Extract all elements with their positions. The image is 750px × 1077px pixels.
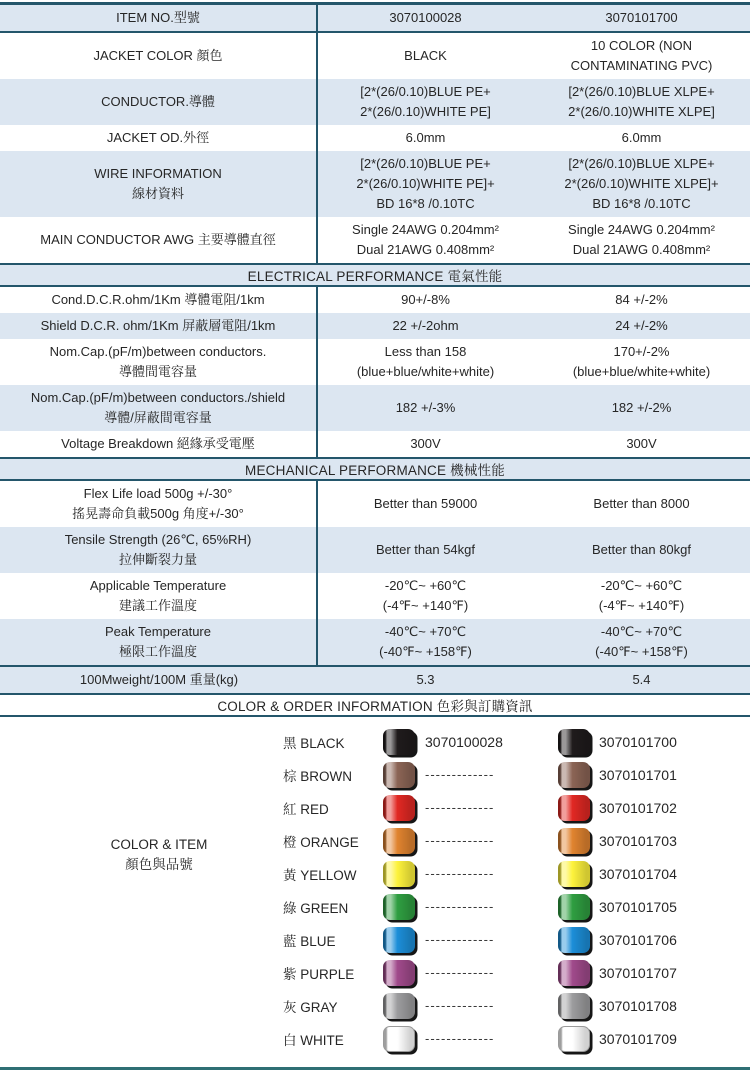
spec-value-line: 170+/-2% <box>613 344 670 359</box>
item-code: 3070101709 <box>599 1030 677 1047</box>
spec-value-cell-item2 <box>533 5 750 31</box>
spec-value-line: 182 +/-3% <box>395 400 456 415</box>
spec-label-line: Nom.Cap.(pF/m)between conductors. <box>49 344 267 359</box>
spec-label-cell <box>0 573 318 619</box>
spec-row <box>0 5 750 33</box>
spec-value-line: Better than 54kgf <box>375 542 475 557</box>
spec-value-cell-item2 <box>533 217 750 263</box>
spec-value-line: 3070100028 <box>389 10 462 25</box>
spec-label-cell <box>0 667 318 693</box>
spec-value-line: Less than 158 <box>384 344 467 359</box>
spec-value-line: [2*(26/0.10)BLUE XLPE+ <box>568 156 715 171</box>
color-swatch <box>383 1026 415 1052</box>
spec-value-cell-item2 <box>533 431 750 457</box>
spec-value-line: 6.0mm <box>621 130 662 145</box>
spec-value-cell-item1 <box>318 151 533 217</box>
bottom-border-rule <box>0 1067 750 1070</box>
item-code-placeholder: ------------- <box>425 866 495 881</box>
spec-label-line: ITEM NO.型號 <box>116 10 200 25</box>
spec-value-cell-item2 <box>533 125 750 151</box>
spec-value-line: 24 +/-2% <box>615 318 668 333</box>
spec-label-line: JACKET OD.外徑 <box>106 130 210 145</box>
spec-label-cell <box>0 385 318 431</box>
item-code: 3070101702 <box>599 799 677 816</box>
item-code-placeholder: ------------- <box>425 899 495 914</box>
spec-value-line: [2*(26/0.10)BLUE PE+ <box>360 156 491 171</box>
spec-label-line: JACKET COLOR 顏色 <box>93 48 223 63</box>
color-swatch <box>383 993 415 1019</box>
spec-value-line: 300V <box>626 436 657 451</box>
spec-row <box>0 573 750 619</box>
spec-value-line: BD 16*8 /0.10TC <box>376 196 475 211</box>
color-row <box>0 923 750 956</box>
spec-value-cell-item1 <box>318 667 533 693</box>
spec-label-cell <box>0 79 318 125</box>
item-code: 3070101707 <box>599 964 677 981</box>
color-name-label: 灰 GRAY <box>283 999 338 1015</box>
section-band <box>0 263 750 287</box>
color-swatch <box>558 1026 590 1052</box>
item-code-placeholder: ------------- <box>425 998 495 1013</box>
spec-label-line: MAIN CONDUCTOR AWG 主要導體直徑 <box>40 232 276 247</box>
color-swatch <box>383 762 415 788</box>
color-swatch <box>558 828 590 854</box>
spec-label-line: 100Mweight/100M 重量(kg) <box>79 672 239 687</box>
item-code-placeholder: ------------- <box>425 932 495 947</box>
item-code-placeholder: ------------- <box>425 767 495 782</box>
spec-value-cell-item2 <box>533 339 750 385</box>
color-swatch <box>558 729 590 755</box>
spec-value-line: 90+/-8% <box>401 292 450 307</box>
spec-label-line: 拉伸斷裂力量 <box>118 552 197 567</box>
spec-row <box>0 619 750 665</box>
spec-value-line: (-40℉~ +158℉) <box>595 644 688 659</box>
spec-row <box>0 217 750 263</box>
spec-value-line: 6.0mm <box>405 130 446 145</box>
spec-value-line: BD 16*8 /0.10TC <box>592 196 691 211</box>
color-swatch <box>383 861 415 887</box>
color-name-label: 黃 YELLOW <box>283 867 357 883</box>
color-swatch <box>383 927 415 953</box>
color-item-label <box>0 835 318 875</box>
spec-label-line: Cond.D.C.R.ohm/1Km 導體電阻/1km <box>51 292 265 307</box>
spec-label-cell <box>0 527 318 573</box>
spec-label-cell <box>0 33 318 79</box>
spec-value-line: Better than 8000 <box>593 496 690 511</box>
spec-row <box>0 125 750 151</box>
color-swatch <box>558 927 590 953</box>
spec-label-line: Tensile Strength (26℃, 65%RH) <box>64 532 252 547</box>
color-item-label-en: COLOR & ITEM <box>110 837 208 852</box>
spec-value-line: 182 +/-2% <box>611 400 672 415</box>
color-rows <box>0 725 750 1055</box>
spec-value-cell-item2 <box>533 667 750 693</box>
spec-value-cell-item1 <box>318 5 533 31</box>
spec-value-line: BLACK <box>404 48 447 63</box>
spec-value-line: Better than 59000 <box>373 496 478 511</box>
spec-value-cell-item1 <box>318 33 533 79</box>
spec-value-cell-item2 <box>533 619 750 665</box>
item-code: 3070101703 <box>599 832 677 849</box>
spec-value-line: Dual 21AWG 0.408mm² <box>356 242 495 257</box>
spec-value-cell-item2 <box>533 287 750 313</box>
spec-value-line: (-4℉~ +140℉) <box>382 598 469 613</box>
spec-value-line: 300V <box>410 436 441 451</box>
spec-value-cell-item1 <box>318 339 533 385</box>
section-band <box>0 695 750 717</box>
spec-label-line: Shield D.C.R. ohm/1Km 屏蔽層電阻/1km <box>40 318 276 333</box>
spec-value-cell-item1 <box>318 573 533 619</box>
color-row <box>0 758 750 791</box>
color-row <box>0 956 750 989</box>
spec-value-line: 22 +/-2ohm <box>392 318 459 333</box>
spec-value-line: (blue+blue/white+white) <box>356 364 495 379</box>
color-swatch <box>558 861 590 887</box>
color-name-label: 藍 BLUE <box>283 933 336 949</box>
color-swatch <box>558 894 590 920</box>
spec-label-cell <box>0 313 318 339</box>
color-swatch <box>558 795 590 821</box>
spec-value-cell-item2 <box>533 527 750 573</box>
item-code: 3070101704 <box>599 865 677 882</box>
spec-value-line: 2*(26/0.10)WHITE XLPE]+ <box>564 176 719 191</box>
spec-value-cell-item1 <box>318 217 533 263</box>
spec-label-cell <box>0 481 318 527</box>
item-code: 3070101708 <box>599 997 677 1014</box>
spec-value-line: -20℃~ +60℃ <box>600 578 683 593</box>
spec-value-cell-item1 <box>318 125 533 151</box>
spec-label-line: WIRE INFORMATION <box>94 166 222 181</box>
spec-value-line: Better than 80kgf <box>591 542 691 557</box>
color-swatch <box>383 960 415 986</box>
spec-value-line: CONTAMINATING PVC) <box>570 58 713 73</box>
spec-value-cell-item1 <box>318 619 533 665</box>
color-row <box>0 725 750 758</box>
spec-value-line: 2*(26/0.10)WHITE PE]+ <box>356 176 495 191</box>
spec-label-cell <box>0 217 318 263</box>
color-swatch <box>383 729 415 755</box>
section-band-title: COLOR & ORDER INFORMATION 色彩與訂購資訊 <box>217 699 533 714</box>
color-swatch <box>383 894 415 920</box>
color-swatch <box>383 795 415 821</box>
spec-row <box>0 339 750 385</box>
color-row <box>0 890 750 923</box>
spec-label-cell <box>0 125 318 151</box>
color-row <box>0 989 750 1022</box>
spec-row <box>0 313 750 339</box>
spec-value-cell-item1 <box>318 527 533 573</box>
item-code: 3070101700 <box>599 733 677 750</box>
color-name-label: 黑 BLACK <box>283 735 345 751</box>
color-name-label: 橙 ORANGE <box>283 834 359 850</box>
spec-value-line: 2*(26/0.10)WHITE XLPE] <box>568 104 715 119</box>
spec-value-cell-item2 <box>533 151 750 217</box>
spec-value-line: Single 24AWG 0.204mm² <box>352 222 499 237</box>
spec-value-line: -40℃~ +70℃ <box>384 624 467 639</box>
section-band <box>0 457 750 481</box>
spec-row <box>0 79 750 125</box>
spec-value-cell-item2 <box>533 79 750 125</box>
spec-value-line: 10 COLOR (NON <box>590 38 693 53</box>
spec-value-line: 5.3 <box>416 672 435 687</box>
item-code-placeholder: ------------- <box>425 965 495 980</box>
color-order-section <box>0 717 750 1055</box>
color-swatch <box>383 828 415 854</box>
spec-label-line: 導體間電容量 <box>118 364 197 379</box>
spec-label-cell <box>0 619 318 665</box>
spec-value-line: 5.4 <box>632 672 651 687</box>
spec-value-cell-item2 <box>533 33 750 79</box>
item-code-placeholder: ------------- <box>425 1031 495 1046</box>
spec-label-line: CONDUCTOR.導體 <box>101 94 215 109</box>
color-name-label: 紫 PURPLE <box>283 966 355 982</box>
spec-value-line: (-40℉~ +158℉) <box>379 644 472 659</box>
color-row <box>0 791 750 824</box>
spec-row <box>0 33 750 79</box>
spec-value-line: 2*(26/0.10)WHITE PE] <box>360 104 491 119</box>
spec-value-line: (blue+blue/white+white) <box>572 364 711 379</box>
spec-value-line: [2*(26/0.10)BLUE XLPE+ <box>568 84 715 99</box>
spec-table <box>0 5 750 717</box>
spec-label-cell <box>0 339 318 385</box>
spec-value-cell-item2 <box>533 481 750 527</box>
spec-row <box>0 481 750 527</box>
spec-value-line: Single 24AWG 0.204mm² <box>568 222 715 237</box>
spec-label-cell <box>0 431 318 457</box>
spec-value-cell-item1 <box>318 79 533 125</box>
item-code: 3070101706 <box>599 931 677 948</box>
spec-label-line: 導體/屏蔽間電容量 <box>104 410 212 425</box>
spec-value-cell-item1 <box>318 385 533 431</box>
item-code-placeholder: ------------- <box>425 800 495 815</box>
color-name-label: 紅 RED <box>283 801 329 817</box>
color-item-label-zh: 顏色與品號 <box>125 857 193 872</box>
spec-value-line: -40℃~ +70℃ <box>600 624 683 639</box>
section-band-title: MECHANICAL PERFORMANCE 機械性能 <box>245 463 505 478</box>
spec-value-cell-item1 <box>318 313 533 339</box>
spec-row <box>0 431 750 457</box>
spec-value-line: (-4℉~ +140℉) <box>598 598 685 613</box>
color-swatch <box>558 993 590 1019</box>
spec-row <box>0 151 750 217</box>
spec-value-line: [2*(26/0.10)BLUE PE+ <box>360 84 491 99</box>
color-name-label: 白 WHITE <box>283 1032 344 1048</box>
item-code: 3070101705 <box>599 898 677 915</box>
spec-value-line: Dual 21AWG 0.408mm² <box>572 242 711 257</box>
spec-label-line: Peak Temperature <box>105 624 211 639</box>
spec-value-cell-item2 <box>533 573 750 619</box>
color-name-label: 棕 BROWN <box>283 768 352 784</box>
color-swatch <box>558 960 590 986</box>
spec-value-line: 84 +/-2% <box>615 292 668 307</box>
spec-label-line: 建議工作溫度 <box>118 598 197 613</box>
spec-value-cell-item2 <box>533 385 750 431</box>
spec-row <box>0 385 750 431</box>
spec-label-cell <box>0 287 318 313</box>
spec-label-line: Flex Life load 500g +/-30° <box>83 486 233 501</box>
color-swatch <box>558 762 590 788</box>
section-band-title: ELECTRICAL PERFORMANCE 電氣性能 <box>247 269 503 284</box>
spec-value-cell-item1 <box>318 481 533 527</box>
spec-row <box>0 287 750 313</box>
spec-label-cell <box>0 151 318 217</box>
spec-value-line: -20℃~ +60℃ <box>384 578 467 593</box>
color-name-label: 綠 GREEN <box>283 900 349 916</box>
spec-label-line: Voltage Breakdown 絕緣承受電壓 <box>61 436 255 451</box>
color-row <box>0 1022 750 1055</box>
spec-value-cell-item1 <box>318 431 533 457</box>
spec-value-cell-item2 <box>533 313 750 339</box>
item-code: 3070100028 <box>425 733 503 750</box>
spec-label-line: Applicable Temperature <box>89 578 227 593</box>
spec-label-line: 搖晃壽命負載500g 角度+/-30° <box>72 506 244 521</box>
spec-label-cell <box>0 5 318 31</box>
item-code: 3070101701 <box>599 766 677 783</box>
spec-label-line: 極限工作溫度 <box>118 644 197 659</box>
spec-row <box>0 527 750 573</box>
item-code-placeholder: ------------- <box>425 833 495 848</box>
spec-label-line: Nom.Cap.(pF/m)between conductors./shield <box>30 390 286 405</box>
spec-value-cell-item1 <box>318 287 533 313</box>
spec-label-line: 線材資料 <box>131 186 184 201</box>
spec-row <box>0 665 750 695</box>
spec-value-line: 3070101700 <box>605 10 678 25</box>
